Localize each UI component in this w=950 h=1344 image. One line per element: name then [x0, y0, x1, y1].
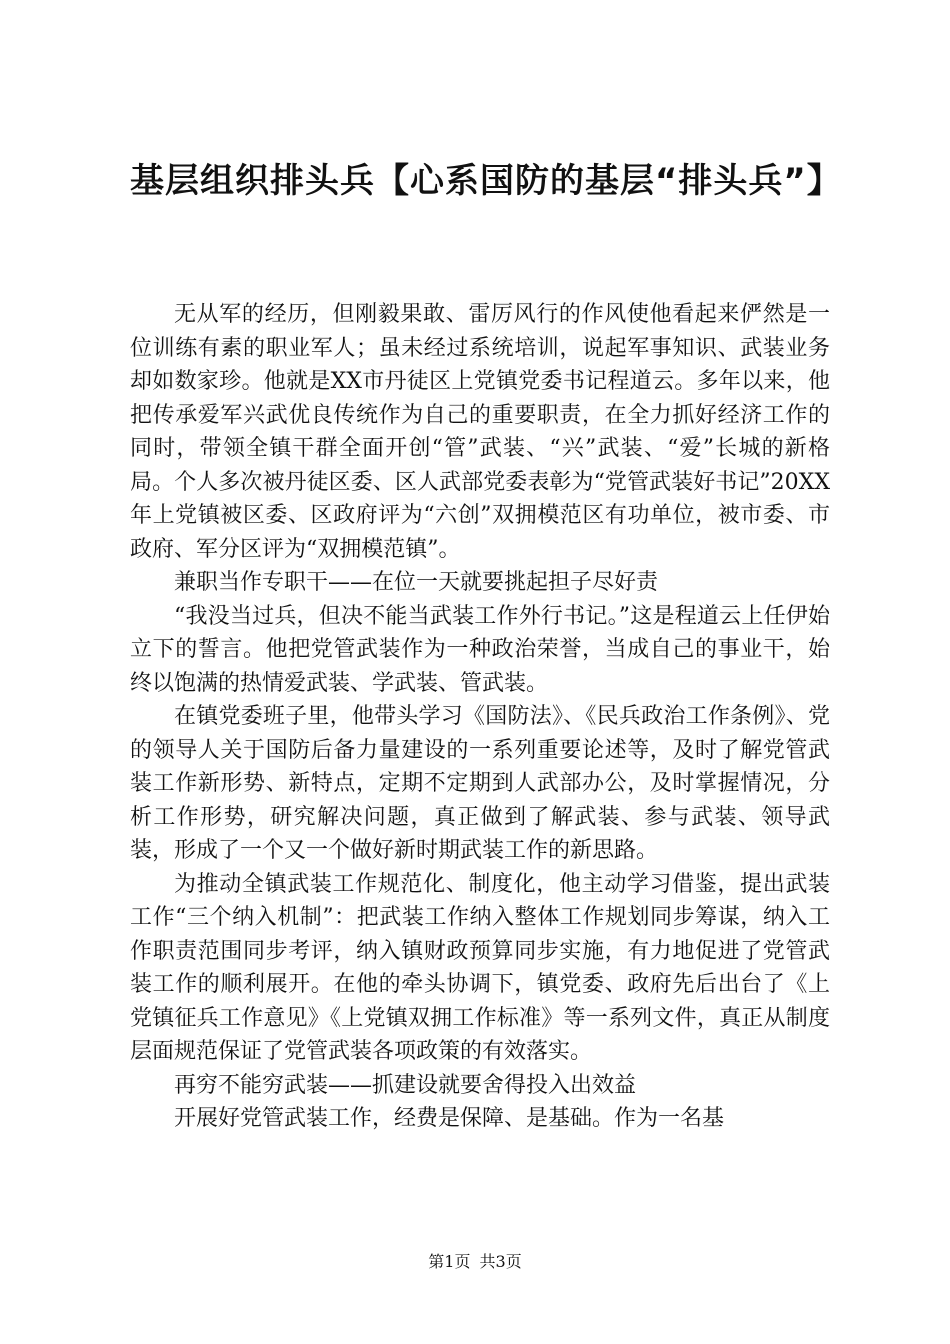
paragraph: 在镇党委班子里，他带头学习《国防法》、《民兵政治工作条例》、党的领导人关于国防后备力量建设的一系列重要论述等，及时了解党管武装工作新形势、新特点，定期不定期到人武部办公，及时掌握情况，分析工作形势，研究解决问题，真正做到了解武装、参与武装、领导武装，形成了一个又一个做好新时期武装工作的新思路。 [130, 704, 830, 863]
document-body [130, 298, 830, 1136]
section-heading: 兼职当作专职干——在位一天就要挑起担子尽好责 [174, 570, 659, 595]
page-footer [0, 1252, 950, 1272]
section-heading: 再穷不能穷武装——抓建设就要舍得投入出效益 [174, 1072, 637, 1098]
paragraph: 开展好党管武装工作，经费是保障、是基础。作为一名基 [174, 1106, 725, 1131]
page-number: 第1页 [428, 1252, 471, 1271]
paragraph: “我没当过兵，但决不能当武装工作外行书记。”这是程道云上任伊始立下的誓言。他把党管武装作为一种政治荣誉，当成自己的事业干，始终以饱满的热情爱武装、学武装、管武装。 [130, 603, 830, 696]
paragraph: 为推动全镇武装工作规范化、制度化，他主动学习借鉴，提出武装工作“三个纳入机制”：把武装工作纳入整体工作规划同步筹谋，纳入工作职责范围同步考评，纳入镇财政预算同步实施，有力地促进了党管武装工作的顺利展开。在他的牵头协调下，镇党委、政府先后出台了《上党镇征兵工作意见》《上党镇双拥工作标准》等一系列文件，真正从制度层面规范保证了党管武装各项政策的有效落实。 [130, 871, 830, 1064]
page-total: 共3页 [479, 1252, 522, 1271]
document-title: 基层组织排头兵【心系国防的基层“排头兵”】 [130, 161, 842, 201]
paragraph: 无从军的经历，但刚毅果敢、雷厉风行的作风使他看起来俨然是一位训练有素的职业军人；虽未经过系统培训，说起军事知识、武装业务却如数家珍。他就是XX市丹徒区上党镇党委书记程道云。多年以来，他把传承爱军兴武优良传统作为自己的重要职责，在全力抓好经济工作的同时，带领全镇干群全面开创“管”武装、“兴”武装、“爱”长城的新格局。个人多次被丹徒区委、区人武部党委表彰为“党管武装好书记”20XX年上党镇被区委、区政府评为“六创”双拥模范区有功单位，被市委、市政府、军分区评为“双拥模范镇”。 [130, 302, 830, 562]
